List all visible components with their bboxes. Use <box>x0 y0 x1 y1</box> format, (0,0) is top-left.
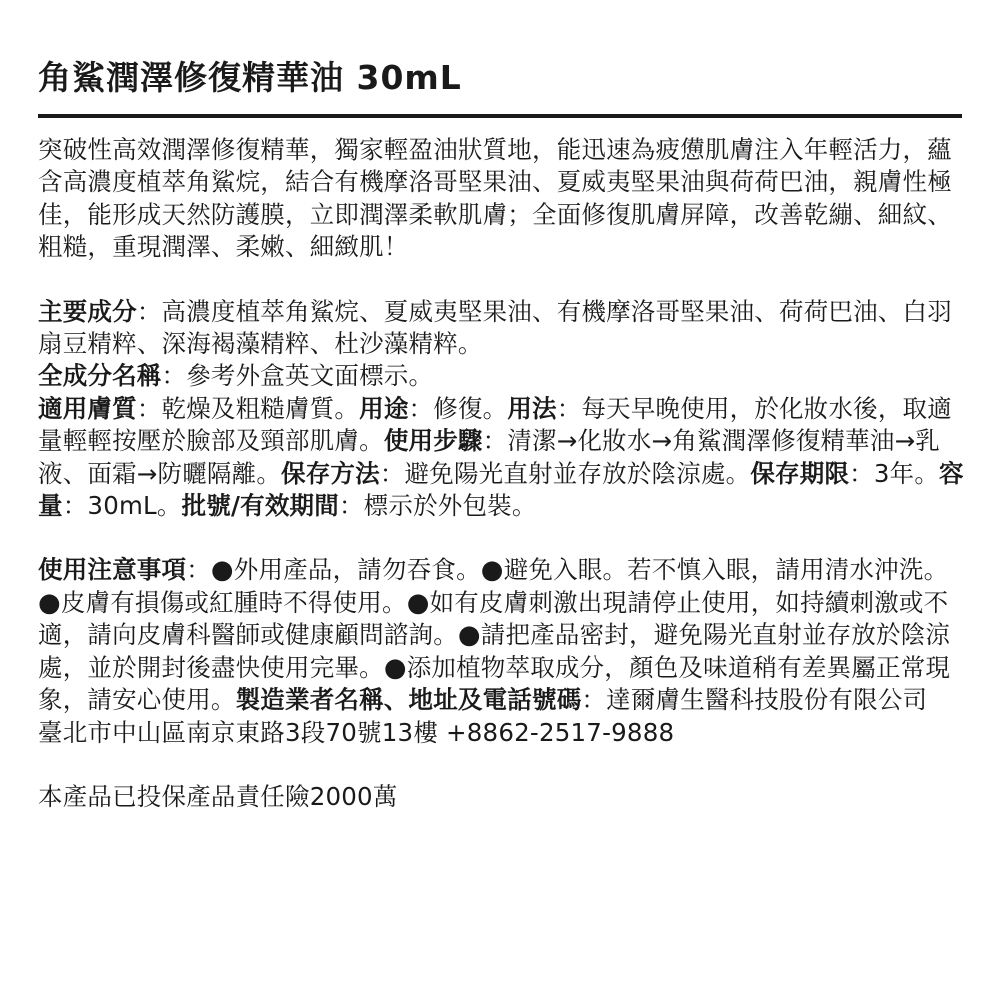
skin-type-label: 適用膚質 <box>38 393 137 423</box>
insurance-note: 本產品已投保產品責任險2000萬 <box>38 781 398 811</box>
steps-value: ：清潔→化妝水→角鯊潤澤修復精華油→乳液、面霜→防曬隔離。 <box>38 426 941 488</box>
ingredients-value: ：高濃度植萃角鯊烷、夏威夷堅果油、有機摩洛哥堅果油、荷荷巴油、白羽扇豆精粹、深海褐藻精粹、杜沙藻精粹。 <box>38 296 952 359</box>
batch-value: ：標示於外包裝。 <box>338 491 537 521</box>
full-ingredients-value: ：參考外盒英文面標示。 <box>161 361 434 391</box>
storage-value: ：避免陽光直射並存放於陰涼處。 <box>379 458 751 488</box>
shelf-life-label: 保存期限 <box>750 458 850 488</box>
title-divider <box>38 114 962 118</box>
volume-label: 容量 <box>38 458 964 521</box>
bullet-icon: ● <box>383 652 407 683</box>
product-title: 角鯊潤澤修復精華油 30mL <box>38 58 462 97</box>
steps-label: 使用步驟 <box>383 426 483 456</box>
caution-item: 如有皮膚刺激出現請停止使用，如持續刺激或不適，請向皮膚科醫師或健康顧問諮詢。 <box>38 587 949 650</box>
ingredients-label: 主要成分 <box>38 296 137 326</box>
caution-item: 請把產品密封，避免陽光直射並存放於陰涼處，並於開封後盡快使用完畢。 <box>38 620 951 682</box>
bullet-icon: ● <box>457 620 481 651</box>
bullet-icon: ● <box>38 587 61 618</box>
specs-paragraph <box>38 296 968 523</box>
caution-item: 添加植物萃取成分，顏色及味道稍有差異屬正常現象，請安心使用。 <box>38 652 951 715</box>
manufacturer-value: ：達爾膚生醫科技股份有限公司 臺北市中山區南京東路3段70號13樓 +8862-2517-9888 <box>38 685 952 747</box>
volume-value: ：30mL。 <box>62 491 182 521</box>
bullet-icon: ● <box>480 555 504 586</box>
shelf-life-value: ：3年。 <box>849 458 940 488</box>
bullet-icon: ● <box>210 555 234 586</box>
purpose-label: 用途 <box>359 393 409 423</box>
skin-type-value: ：乾燥及粗糙膚質。 <box>136 393 360 423</box>
manufacturer-label: 製造業者名稱、地址及電話號碼 <box>235 685 582 715</box>
usage-value: ：每天早晚使用，於化妝水後，取適量輕輕按壓於臉部及頸部肌膚。 <box>38 393 952 456</box>
full-ingredients-label: 全成分名稱 <box>38 361 162 391</box>
caution-item: 皮膚有損傷或紅腫時不得使用。 <box>60 587 407 617</box>
usage-label: 用法 <box>507 393 557 423</box>
bullet-icon: ● <box>406 587 430 618</box>
intro-paragraph: 突破性高效潤澤修復精華，獨家輕盈油狀質地，能迅速為疲憊肌膚注入年輕活力，蘊含高濃度植萃角鯊烷，結合有機摩洛哥堅果油、夏威夷堅果油與荷荷巴油，親膚性極佳，能形成天然防護膜，立即潤澤柔軟肌膚；全面修復肌膚屏障，改善乾繃、細紋、粗糙，重現潤澤、柔嫩、細緻肌！ <box>38 135 952 262</box>
batch-label: 批號/有效期間 <box>181 491 339 521</box>
storage-label: 保存方法 <box>281 458 380 488</box>
caution-item: 避免入眼。若不慎入眼，請用清水沖洗。 <box>503 555 949 585</box>
product-description-body <box>38 134 968 813</box>
cautions-colon: ： <box>186 555 211 585</box>
cautions-paragraph <box>38 554 968 748</box>
purpose-value: ：修復。 <box>408 393 508 423</box>
caution-item: 外用產品，請勿吞食。 <box>233 555 481 585</box>
cautions-label: 使用注意事項 <box>38 555 187 585</box>
